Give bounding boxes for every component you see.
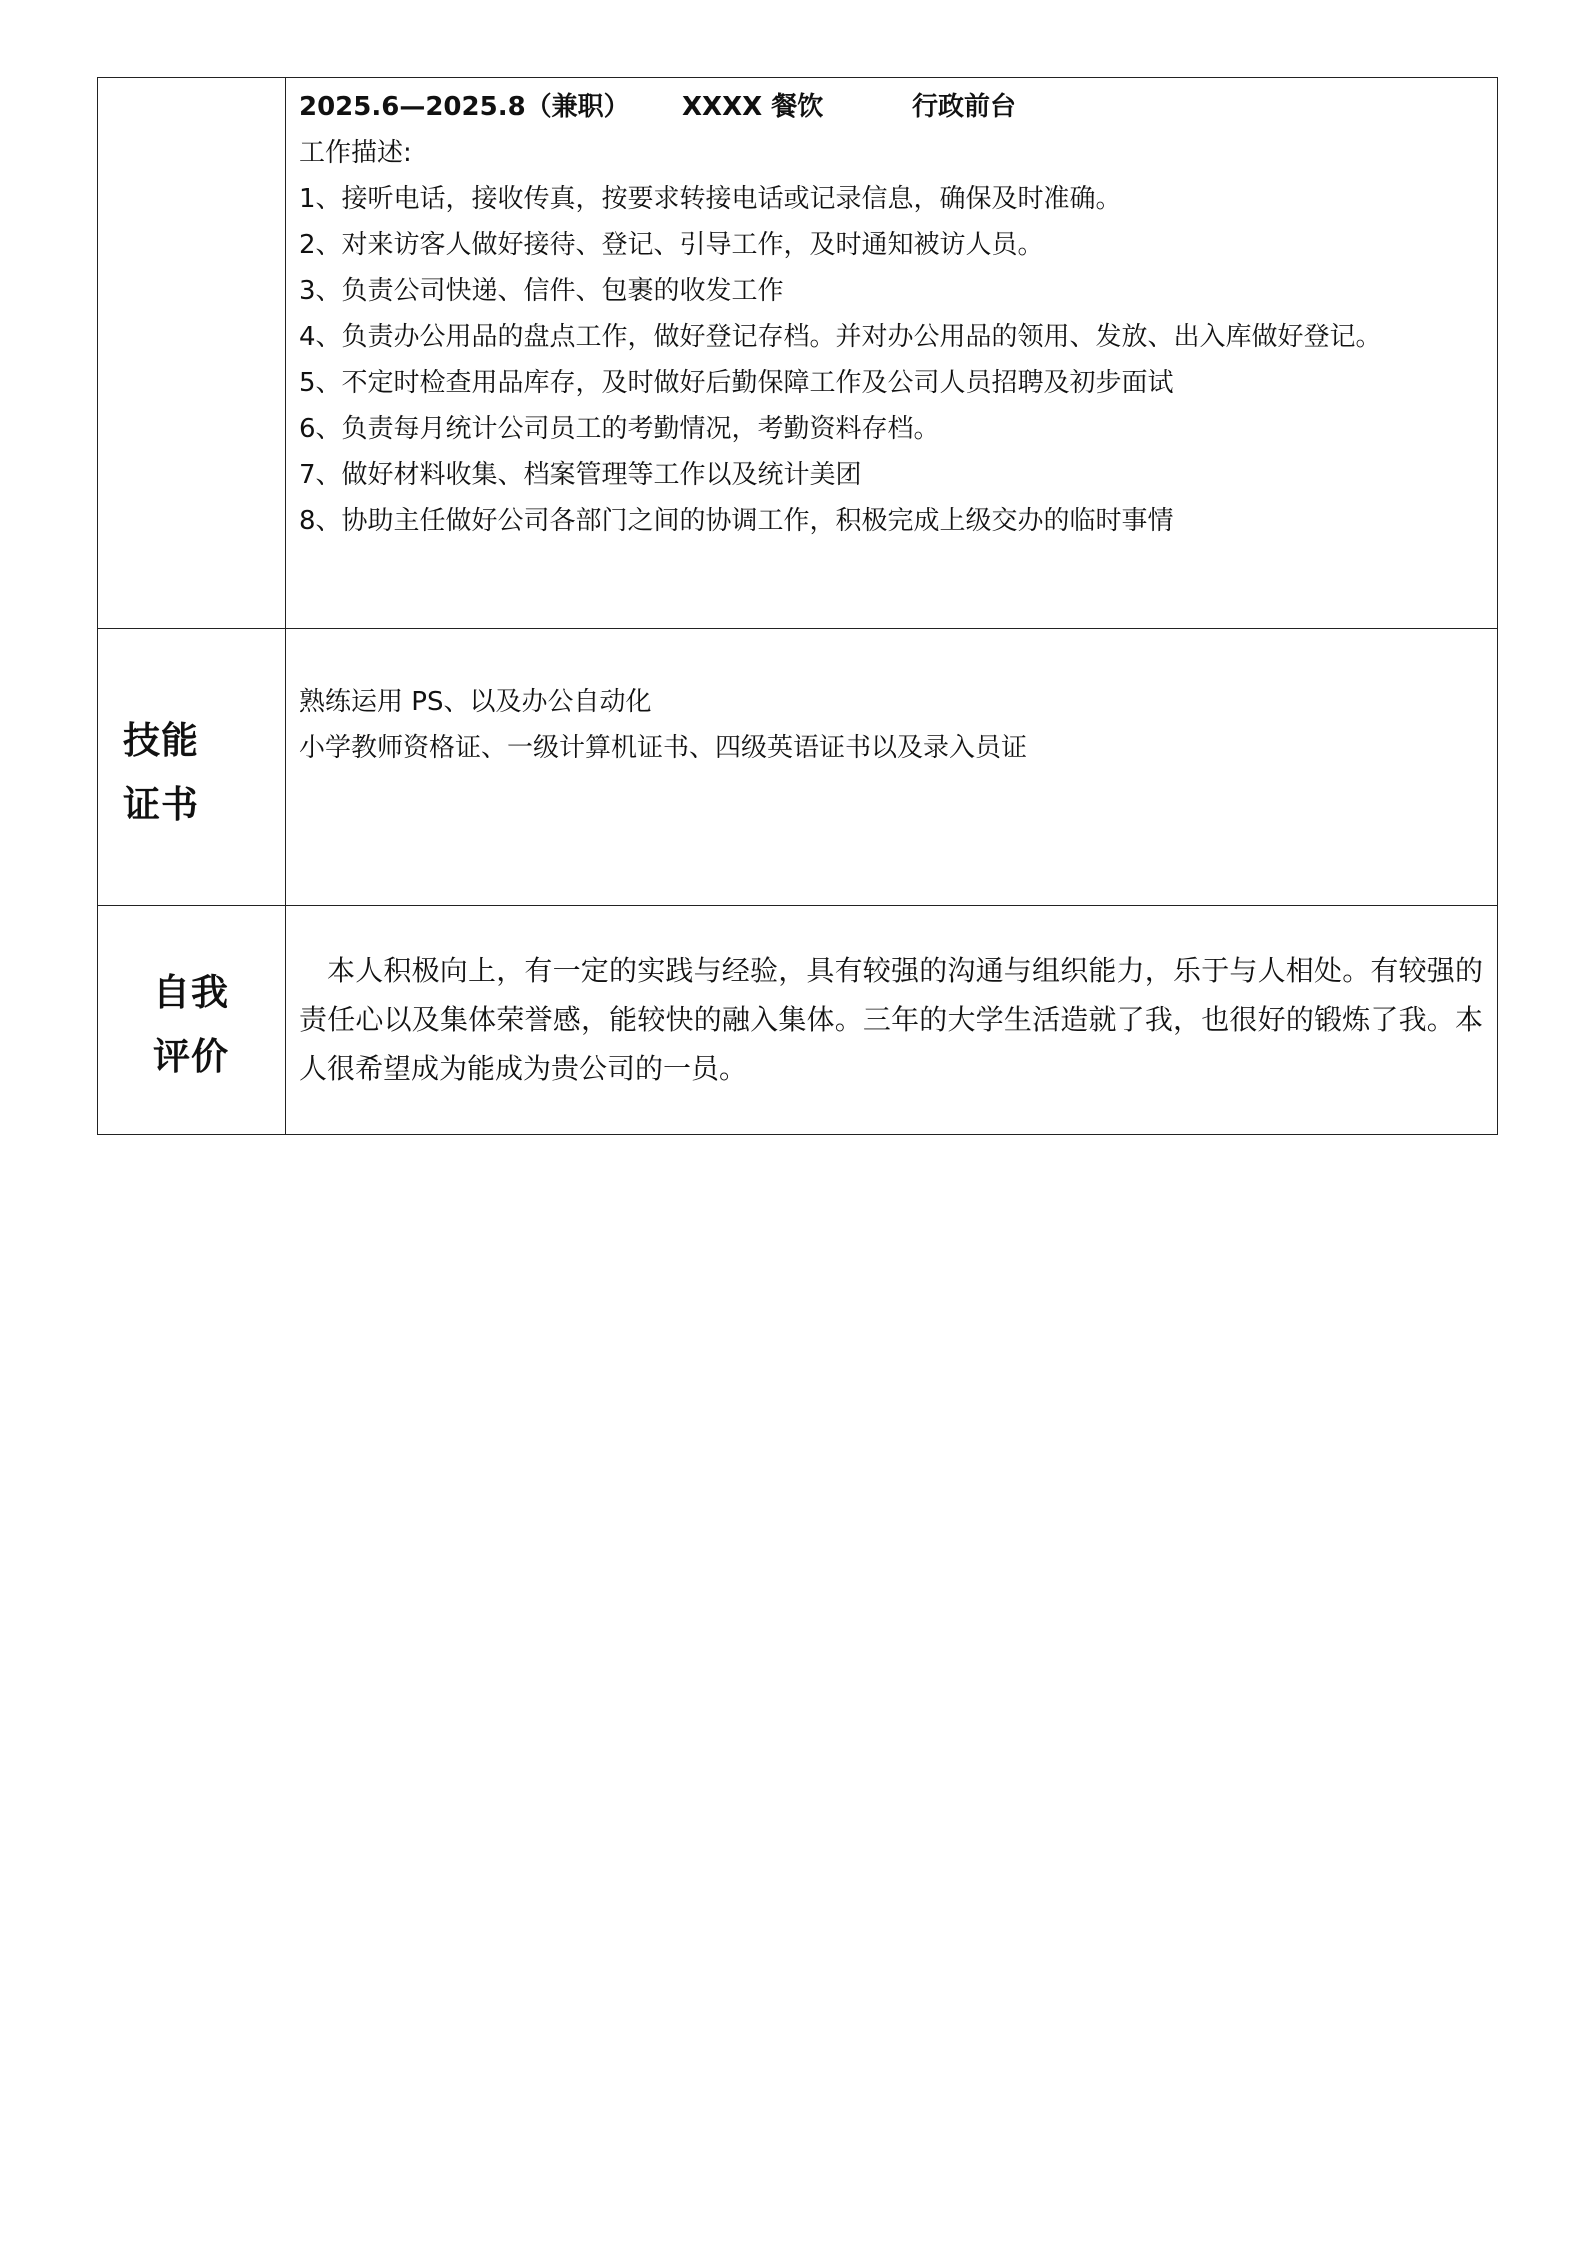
eval-section-label	[153, 961, 229, 1089]
eval-content-cell	[286, 906, 1498, 1135]
work-duty-item: 2、对来访客人做好接待、登记、引导工作，及时通知被访人员。	[299, 230, 1044, 260]
skills-label-line: 技能	[123, 719, 199, 762]
work-period: 2025.6—2025.8（兼职）	[299, 92, 630, 122]
work-experience-row	[98, 78, 1498, 629]
eval-label-cell	[98, 906, 286, 1135]
skill-item: 熟练运用 PS、以及办公自动化	[299, 687, 652, 717]
skills-section-label	[123, 709, 199, 837]
skills-row	[98, 629, 1498, 906]
skills-content-cell	[286, 629, 1498, 906]
work-company: XXXX 餐饮	[682, 92, 824, 122]
work-duty-item: 6、负责每月统计公司员工的考勤情况，考勤资料存档。	[299, 414, 940, 444]
resume-table	[97, 77, 1498, 1135]
work-duty-item: 8、协助主任做好公司各部门之间的协调工作，积极完成上级交办的临时事情	[299, 506, 1174, 536]
eval-label-line: 评价	[153, 1035, 229, 1078]
work-duty-item: 1、接听电话，接收传真，按要求转接电话或记录信息，确保及时准确。	[299, 184, 1122, 214]
certificate-item: 小学教师资格证、一级计算机证书、四级英语证书以及录入员证	[299, 733, 1028, 763]
work-content-cell	[286, 78, 1498, 629]
work-label-cell	[98, 78, 286, 629]
eval-label-line: 自我	[153, 971, 229, 1014]
skills-label-cell	[98, 629, 286, 906]
work-duty-item: 7、做好材料收集、档案管理等工作以及统计美团	[299, 460, 862, 490]
skills-label-line: 证书	[123, 783, 199, 826]
self-evaluation-text: 本人积极向上，有一定的实践与经验，具有较强的沟通与组织能力，乐于与人相处。有较强的责任心以及集体荣誉感，能较快的融入集体。三年的大学生活造就了我，也很好的锻炼了我。本人很希望成为能成为贵公司的一员。	[299, 954, 1483, 1085]
work-position: 行政前台	[912, 92, 1017, 122]
work-duty-item: 3、负责公司快递、信件、包裹的收发工作	[299, 276, 784, 306]
work-desc-title: 工作描述:	[299, 138, 412, 168]
work-duty-item: 4、负责办公用品的盘点工作，做好登记存档。并对办公用品的领用、发放、出入库做好登记。	[299, 322, 1382, 352]
work-duty-item: 5、不定时检查用品库存，及时做好后勤保障工作及公司人员招聘及初步面试	[299, 368, 1174, 398]
self-evaluation-row	[98, 906, 1498, 1135]
work-entry-header	[299, 84, 1485, 130]
